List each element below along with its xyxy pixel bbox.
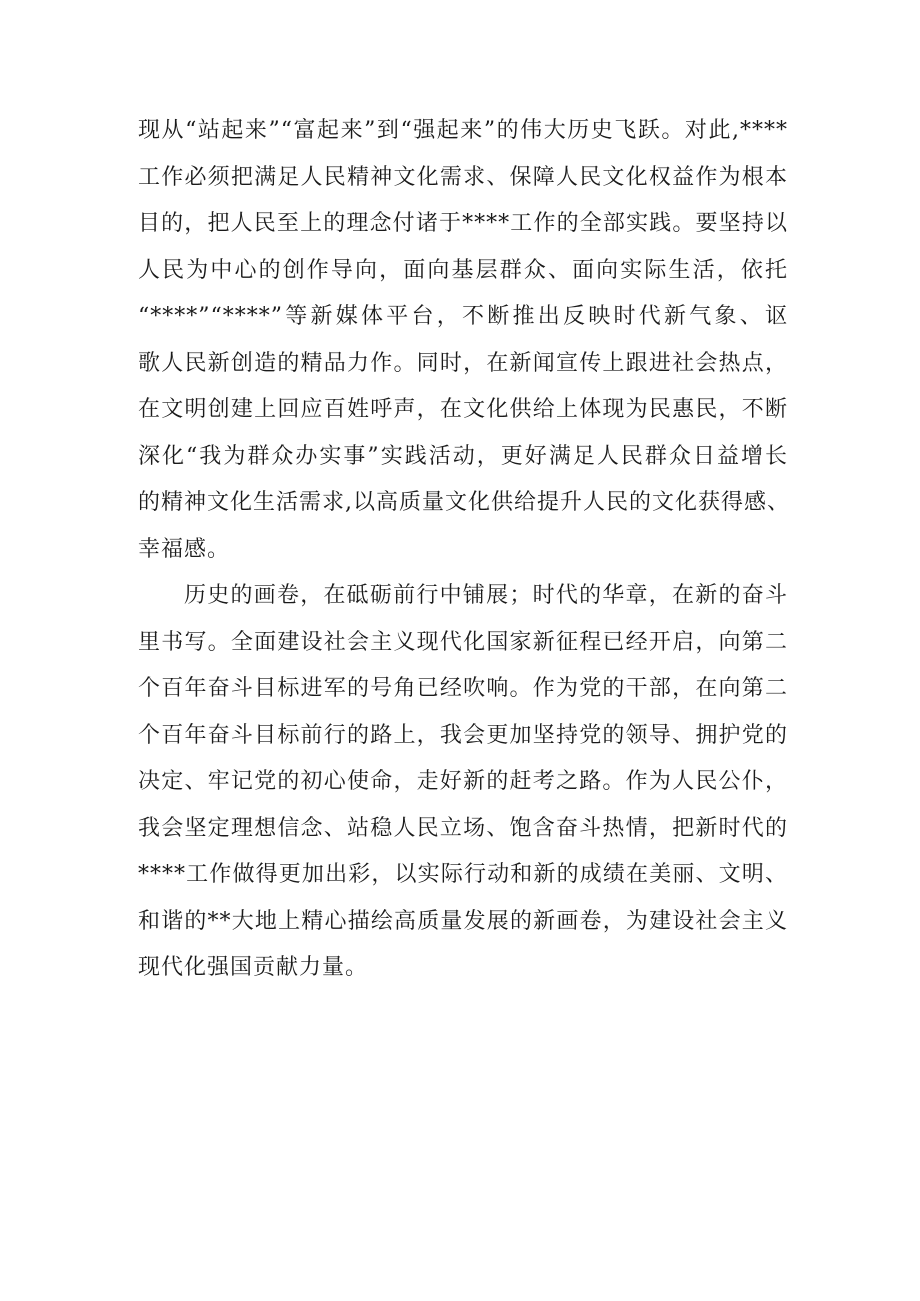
paragraph-1-line-10: 幸福感。 <box>138 536 231 562</box>
paragraph-1-line-7: 在文明创建上回应百姓呼声，在文化供给上体现为民惠民，不断 <box>138 397 788 422</box>
paragraph-2-line-5: 决定、牢记党的初心使命，走好新的赶考之路。作为人民公仆， <box>138 769 788 794</box>
paragraph-1-line-5: “****”“****”等新媒体平台，不断推出反映时代新气象、讴 <box>138 304 788 329</box>
paragraph-1-line-4: 人民为中心的创作导向，面向基层群众、面向实际生活，依托 <box>138 257 788 283</box>
paragraph-2-line-7: ****工作做得更加出彩，以实际行动和新的成绩在美丽、文明、 <box>138 862 788 887</box>
paragraph-1-line-2: 工作必须把满足人民精神文化需求、保障人民文化权益作为根本 <box>138 164 788 190</box>
paragraph-2-line-1: 历史的画卷，在砥砺前行中铺展；时代的华章，在新的奋斗 <box>184 583 788 608</box>
paragraph-1-line-8: 深化“我为群众办实事”实践活动，更好满足人民群众日益增长 <box>138 443 788 469</box>
paragraph-1-line-9: 的精神文化生活需求,以高质量文化供给提升人民的文化获得感、 <box>138 490 790 515</box>
paragraph-2-line-4: 个百年奋斗目标前行的路上，我会更加坚持党的领导、拥护党的 <box>138 722 788 748</box>
paragraph-2-line-3: 个百年奋斗目标进军的号角已经吹响。作为党的干部，在向第二 <box>138 676 788 701</box>
body-text <box>138 108 788 992</box>
paragraph-2-line-6: 我会坚定理想信念、站稳人民立场、饱含奋斗热情，把新时代的 <box>138 815 788 841</box>
paragraph-2-line-2: 里书写。全面建设社会主义现代化国家新征程已经开启，向第二 <box>138 629 788 655</box>
paragraph-1-line-6: 歌人民新创造的精品力作。同时，在新闻宣传上跟进社会热点， <box>138 350 788 376</box>
paragraph-1-line-3: 目的，把人民至上的理念付诸于****工作的全部实践。要坚持以 <box>138 211 788 236</box>
paragraph-2-line-9: 现代化强国贡献力量。 <box>138 955 369 980</box>
paragraph-1-line-1: 现从“站起来”“富起来”到“强起来”的伟大历史飞跃。对此,**** <box>138 118 788 143</box>
paragraph-2-line-8: 和谐的**大地上精心描绘高质量发展的新画卷，为建设社会主义 <box>138 908 788 934</box>
